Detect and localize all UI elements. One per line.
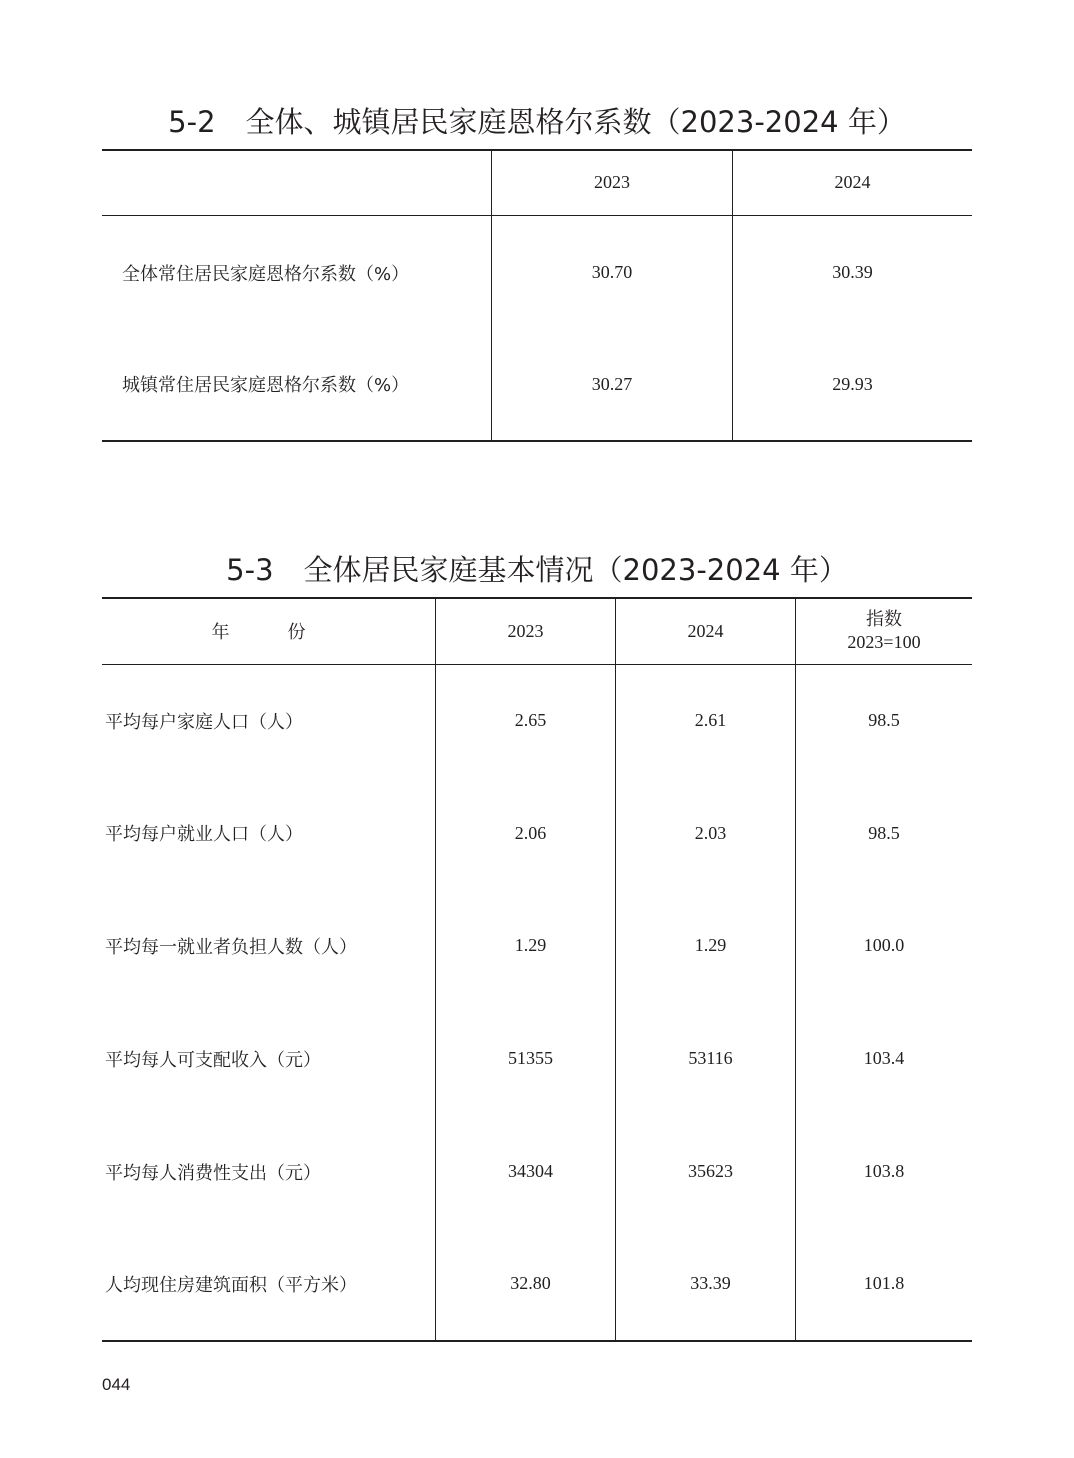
table-title-text: 全体居民家庭基本情况（2023-2024 年） bbox=[303, 553, 848, 587]
value-index: 98.5 bbox=[796, 777, 973, 890]
row-label: 城镇常住居民家庭恩格尔系数（%） bbox=[122, 375, 410, 396]
header-2024: 2024 bbox=[733, 150, 973, 215]
header-2023: 2023 bbox=[492, 150, 733, 215]
row-label: 人均现住房建筑面积（平方米） bbox=[105, 1274, 357, 1296]
table-5-2-title bbox=[0, 100, 1074, 141]
value-2024: 35623 bbox=[616, 1115, 796, 1228]
value-2023: 30.27 bbox=[492, 328, 733, 441]
value-index: 98.5 bbox=[796, 664, 973, 777]
value-index: 103.4 bbox=[796, 1002, 973, 1115]
row-label: 平均每一就业者负担人数（人） bbox=[105, 936, 357, 958]
table-row bbox=[102, 777, 972, 890]
value-2024: 2.03 bbox=[616, 777, 796, 890]
table-row bbox=[102, 664, 972, 777]
row-label: 平均每人可支配收入（元） bbox=[105, 1049, 321, 1071]
value-index: 101.8 bbox=[796, 1228, 973, 1341]
value-index: 100.0 bbox=[796, 890, 973, 1003]
table-title-text: 全体、城镇居民家庭恩格尔系数（2023-2024 年） bbox=[245, 105, 906, 139]
value-2024: 1.29 bbox=[616, 890, 796, 1003]
table-row bbox=[102, 215, 972, 328]
index-base: 2023=100 bbox=[847, 632, 921, 653]
value-2024: 30.39 bbox=[733, 215, 973, 328]
value-2023: 1.29 bbox=[436, 890, 616, 1003]
value-2023: 34304 bbox=[436, 1115, 616, 1228]
value-2023: 30.70 bbox=[492, 215, 733, 328]
table-row bbox=[102, 890, 972, 1003]
table-row bbox=[102, 1115, 972, 1228]
value-2023: 32.80 bbox=[436, 1228, 616, 1341]
table-row bbox=[102, 1228, 972, 1341]
value-2023: 2.65 bbox=[436, 664, 616, 777]
header-2024: 2024 bbox=[616, 598, 796, 664]
value-2024: 2.61 bbox=[616, 664, 796, 777]
value-2024: 29.93 bbox=[733, 328, 973, 441]
table-number: 5-2 bbox=[168, 105, 216, 139]
value-2024: 33.39 bbox=[616, 1228, 796, 1341]
table-row bbox=[102, 1002, 972, 1115]
row-label: 平均每户家庭人口（人） bbox=[105, 711, 303, 733]
row-label: 平均每人消费性支出（元） bbox=[105, 1162, 321, 1184]
value-2023: 51355 bbox=[436, 1002, 616, 1115]
engel-coefficient-table bbox=[102, 149, 972, 442]
header-blank bbox=[102, 150, 492, 215]
value-2023: 2.06 bbox=[436, 777, 616, 890]
table-row bbox=[102, 328, 972, 441]
header-year: 年 份 bbox=[211, 622, 326, 644]
household-basic-table bbox=[102, 597, 972, 1342]
page-number: 044 bbox=[102, 1375, 131, 1394]
index-label: 指数 bbox=[866, 609, 902, 631]
row-label: 平均每户就业人口（人） bbox=[105, 824, 303, 846]
header-row bbox=[102, 598, 972, 664]
table-number: 5-3 bbox=[226, 553, 274, 587]
table-5-3-title bbox=[0, 548, 1074, 589]
value-2024: 53116 bbox=[616, 1002, 796, 1115]
header-row bbox=[102, 150, 972, 215]
header-2023: 2023 bbox=[436, 598, 616, 664]
header-index bbox=[796, 598, 973, 664]
row-label: 全体常住居民家庭恩格尔系数（%） bbox=[122, 263, 410, 285]
value-index: 103.8 bbox=[796, 1115, 973, 1228]
